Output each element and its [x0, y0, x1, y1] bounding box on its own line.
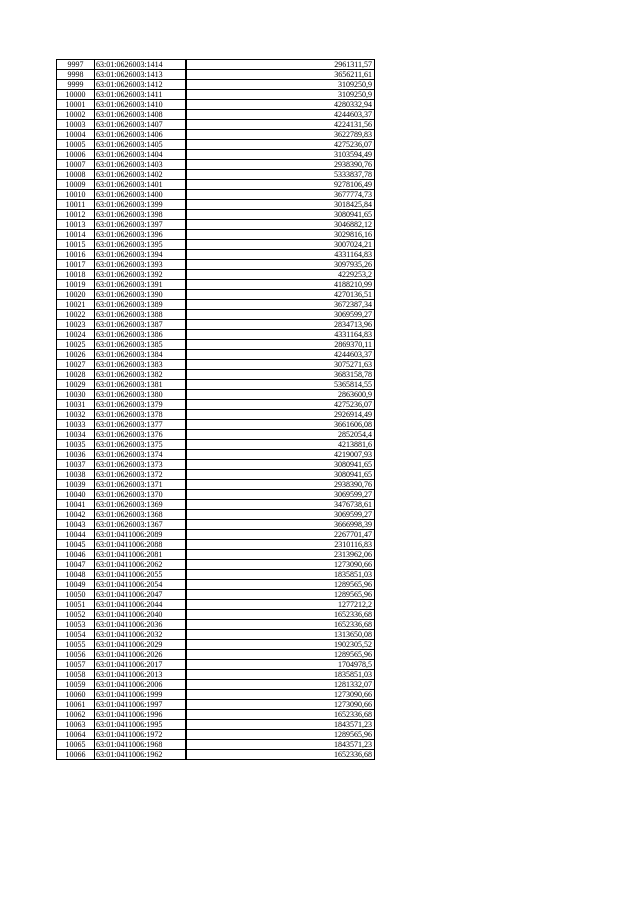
value-cell: 3007024,21 [186, 240, 375, 250]
row-number-cell: 9997 [57, 60, 95, 70]
row-number-cell: 10014 [57, 230, 95, 240]
table-row [57, 220, 375, 230]
value-cell: 3075271,63 [186, 360, 375, 370]
value-cell: 4229253,2 [186, 270, 375, 280]
value-cell: 4244603,37 [186, 110, 375, 120]
cadastral-number-cell: 63:01:0411006:2013 [95, 670, 186, 680]
value-cell: 4275236,07 [186, 400, 375, 410]
value-cell: 3080941,65 [186, 470, 375, 480]
cadastral-number-cell: 63:01:0411006:2026 [95, 650, 186, 660]
value-cell: 3683158,78 [186, 370, 375, 380]
cadastral-number-cell: 63:01:0626003:1370 [95, 490, 186, 500]
table-row [57, 200, 375, 210]
cadastral-number-cell: 63:01:0411006:2017 [95, 660, 186, 670]
table-row [57, 610, 375, 620]
cadastral-number-cell: 63:01:0411006:2088 [95, 540, 186, 550]
table-row [57, 750, 375, 760]
table-row [57, 490, 375, 500]
value-cell: 4280332,94 [186, 100, 375, 110]
cadastral-number-cell: 63:01:0626003:1396 [95, 230, 186, 240]
table-body [57, 60, 375, 760]
value-cell: 1902305,52 [186, 640, 375, 650]
cadastral-number-cell: 63:01:0626003:1408 [95, 110, 186, 120]
row-number-cell: 10043 [57, 520, 95, 530]
row-number-cell: 10066 [57, 750, 95, 760]
value-cell: 3661606,08 [186, 420, 375, 430]
row-number-cell: 10061 [57, 700, 95, 710]
table-row [57, 350, 375, 360]
row-number-cell: 10054 [57, 630, 95, 640]
table-row [57, 550, 375, 560]
value-cell: 3622789,83 [186, 130, 375, 140]
cadastral-number-cell: 63:01:0626003:1375 [95, 440, 186, 450]
table-row [57, 620, 375, 630]
cadastral-number-cell: 63:01:0411006:2036 [95, 620, 186, 630]
table-row [57, 520, 375, 530]
row-number-cell: 10028 [57, 370, 95, 380]
cadastral-number-cell: 63:01:0626003:1400 [95, 190, 186, 200]
row-number-cell: 10001 [57, 100, 95, 110]
table-row [57, 150, 375, 160]
row-number-cell: 10037 [57, 460, 95, 470]
table-row [57, 380, 375, 390]
cadastral-number-cell: 63:01:0411006:2055 [95, 570, 186, 580]
row-number-cell: 10049 [57, 580, 95, 590]
table-row [57, 340, 375, 350]
row-number-cell: 10019 [57, 280, 95, 290]
table-row [57, 660, 375, 670]
value-cell: 3109250,9 [186, 80, 375, 90]
row-number-cell: 10016 [57, 250, 95, 260]
cadastral-number-cell: 63:01:0626003:1398 [95, 210, 186, 220]
value-cell: 1277212,2 [186, 600, 375, 610]
value-cell: 3080941,65 [186, 460, 375, 470]
table-row [57, 600, 375, 610]
value-cell: 1289565,96 [186, 590, 375, 600]
row-number-cell: 10013 [57, 220, 95, 230]
table-row [57, 470, 375, 480]
table-row [57, 300, 375, 310]
cadastral-number-cell: 63:01:0411006:2032 [95, 630, 186, 640]
table-row [57, 590, 375, 600]
value-cell: 1273090,66 [186, 560, 375, 570]
cadastral-number-cell: 63:01:0411006:2089 [95, 530, 186, 540]
table-row [57, 720, 375, 730]
cadastral-number-cell: 63:01:0626003:1369 [95, 500, 186, 510]
cadastral-number-cell: 63:01:0626003:1388 [95, 310, 186, 320]
cadastral-number-cell: 63:01:0411006:2054 [95, 580, 186, 590]
value-cell: 1313650,08 [186, 630, 375, 640]
row-number-cell: 10038 [57, 470, 95, 480]
value-cell: 2961311,57 [186, 60, 375, 70]
cadastral-number-cell: 63:01:0411006:2081 [95, 550, 186, 560]
value-cell: 3656211,61 [186, 70, 375, 80]
value-cell: 1652336,68 [186, 620, 375, 630]
row-number-cell: 10040 [57, 490, 95, 500]
row-number-cell: 10063 [57, 720, 95, 730]
table-row [57, 190, 375, 200]
value-cell: 5333837,78 [186, 170, 375, 180]
value-cell: 2834713,96 [186, 320, 375, 330]
table-row [57, 580, 375, 590]
value-cell: 2852054,4 [186, 430, 375, 440]
cadastral-number-cell: 63:01:0411006:1972 [95, 730, 186, 740]
cadastral-number-cell: 63:01:0411006:2044 [95, 600, 186, 610]
value-cell: 1843571,23 [186, 720, 375, 730]
table-row [57, 430, 375, 440]
row-number-cell: 10062 [57, 710, 95, 720]
table-row [57, 80, 375, 90]
value-cell: 4188210,99 [186, 280, 375, 290]
table-row [57, 290, 375, 300]
row-number-cell: 10022 [57, 310, 95, 320]
table-row [57, 110, 375, 120]
cadastral-number-cell: 63:01:0626003:1414 [95, 60, 186, 70]
row-number-cell: 10007 [57, 160, 95, 170]
row-number-cell: 10003 [57, 120, 95, 130]
cadastral-number-cell: 63:01:0626003:1374 [95, 450, 186, 460]
cadastral-number-cell: 63:01:0626003:1391 [95, 280, 186, 290]
cadastral-number-cell: 63:01:0626003:1392 [95, 270, 186, 280]
cadastral-number-cell: 63:01:0626003:1381 [95, 380, 186, 390]
value-cell: 1289565,96 [186, 580, 375, 590]
row-number-cell: 10052 [57, 610, 95, 620]
cadastral-number-cell: 63:01:0626003:1407 [95, 120, 186, 130]
table-row [57, 450, 375, 460]
value-cell: 3018425,84 [186, 200, 375, 210]
value-cell: 1273090,66 [186, 700, 375, 710]
value-cell: 1652336,68 [186, 750, 375, 760]
value-cell: 1843571,23 [186, 740, 375, 750]
cadastral-number-cell: 63:01:0411006:1968 [95, 740, 186, 750]
value-cell: 3103594,49 [186, 150, 375, 160]
table-row [57, 530, 375, 540]
row-number-cell: 10042 [57, 510, 95, 520]
value-cell: 3069599,27 [186, 490, 375, 500]
row-number-cell: 10036 [57, 450, 95, 460]
row-number-cell: 10025 [57, 340, 95, 350]
cadastral-number-cell: 63:01:0626003:1405 [95, 140, 186, 150]
row-number-cell: 10064 [57, 730, 95, 740]
table-row [57, 280, 375, 290]
cadastral-number-cell: 63:01:0626003:1399 [95, 200, 186, 210]
row-number-cell: 10017 [57, 260, 95, 270]
value-cell: 1652336,68 [186, 710, 375, 720]
row-number-cell: 10046 [57, 550, 95, 560]
cadastral-number-cell: 63:01:0626003:1394 [95, 250, 186, 260]
row-number-cell: 10027 [57, 360, 95, 370]
table-row [57, 400, 375, 410]
row-number-cell: 10053 [57, 620, 95, 630]
value-cell: 1281332,07 [186, 680, 375, 690]
cadastral-number-cell: 63:01:0626003:1385 [95, 340, 186, 350]
table-row [57, 670, 375, 680]
row-number-cell: 10047 [57, 560, 95, 570]
value-cell: 1289565,96 [186, 650, 375, 660]
table-row [57, 700, 375, 710]
cadastral-number-cell: 63:01:0626003:1401 [95, 180, 186, 190]
table-row [57, 230, 375, 240]
table-row [57, 60, 375, 70]
value-cell: 2938390,76 [186, 480, 375, 490]
table-row [57, 120, 375, 130]
table-row [57, 460, 375, 470]
cadastral-number-cell: 63:01:0411006:1962 [95, 750, 186, 760]
value-cell: 3677774,73 [186, 190, 375, 200]
value-cell: 3097935,26 [186, 260, 375, 270]
row-number-cell: 10012 [57, 210, 95, 220]
table-row [57, 420, 375, 430]
row-number-cell: 10011 [57, 200, 95, 210]
value-cell: 3476738,61 [186, 500, 375, 510]
row-number-cell: 10000 [57, 90, 95, 100]
cadastral-number-cell: 63:01:0626003:1379 [95, 400, 186, 410]
cadastral-number-cell: 63:01:0626003:1387 [95, 320, 186, 330]
value-cell: 1835851,03 [186, 670, 375, 680]
cadastral-number-cell: 63:01:0411006:1995 [95, 720, 186, 730]
table-row [57, 680, 375, 690]
cadastral-number-cell: 63:01:0626003:1403 [95, 160, 186, 170]
row-number-cell: 10044 [57, 530, 95, 540]
row-number-cell: 10035 [57, 440, 95, 450]
cadastral-number-cell: 63:01:0626003:1395 [95, 240, 186, 250]
cadastral-number-cell: 63:01:0626003:1393 [95, 260, 186, 270]
table-row [57, 410, 375, 420]
table-row [57, 130, 375, 140]
value-cell: 3029816,16 [186, 230, 375, 240]
cadastral-number-cell: 63:01:0411006:1996 [95, 710, 186, 720]
value-cell: 4219007,93 [186, 450, 375, 460]
cadastral-number-cell: 63:01:0626003:1402 [95, 170, 186, 180]
value-cell: 2313962,06 [186, 550, 375, 560]
value-cell: 4244603,37 [186, 350, 375, 360]
row-number-cell: 10024 [57, 330, 95, 340]
cadastral-number-cell: 63:01:0411006:2006 [95, 680, 186, 690]
value-cell: 2926914,49 [186, 410, 375, 420]
cadastral-number-cell: 63:01:0626003:1410 [95, 100, 186, 110]
row-number-cell: 10058 [57, 670, 95, 680]
value-cell: 4275236,07 [186, 140, 375, 150]
cadastral-number-cell: 63:01:0626003:1383 [95, 360, 186, 370]
row-number-cell: 10032 [57, 410, 95, 420]
row-number-cell: 10006 [57, 150, 95, 160]
cadastral-number-cell: 63:01:0626003:1368 [95, 510, 186, 520]
value-cell: 2267701,47 [186, 530, 375, 540]
table-row [57, 360, 375, 370]
row-number-cell: 10048 [57, 570, 95, 580]
table-row [57, 310, 375, 320]
row-number-cell: 10020 [57, 290, 95, 300]
row-number-cell: 10033 [57, 420, 95, 430]
table-row [57, 540, 375, 550]
row-number-cell: 10004 [57, 130, 95, 140]
row-number-cell: 10050 [57, 590, 95, 600]
table-row [57, 260, 375, 270]
row-number-cell: 10065 [57, 740, 95, 750]
table-row [57, 630, 375, 640]
value-cell: 4213881,6 [186, 440, 375, 450]
value-cell: 1289565,96 [186, 730, 375, 740]
table-row [57, 560, 375, 570]
table-row [57, 170, 375, 180]
table-row [57, 740, 375, 750]
table-row [57, 180, 375, 190]
row-number-cell: 10031 [57, 400, 95, 410]
table-row [57, 390, 375, 400]
cadastral-number-cell: 63:01:0411006:1999 [95, 690, 186, 700]
cadastral-number-cell: 63:01:0626003:1377 [95, 420, 186, 430]
value-cell: 3672387,34 [186, 300, 375, 310]
cadastral-number-cell: 63:01:0626003:1378 [95, 410, 186, 420]
value-cell: 4224131,56 [186, 120, 375, 130]
cadastral-number-cell: 63:01:0626003:1413 [95, 70, 186, 80]
table-row [57, 650, 375, 660]
value-cell: 1835851,03 [186, 570, 375, 580]
cadastral-value-table [56, 59, 375, 760]
value-cell: 9278106,49 [186, 180, 375, 190]
value-cell: 2310116,83 [186, 540, 375, 550]
table-row [57, 730, 375, 740]
row-number-cell: 10055 [57, 640, 95, 650]
table-row [57, 510, 375, 520]
value-cell: 2869370,11 [186, 340, 375, 350]
cadastral-number-cell: 63:01:0626003:1384 [95, 350, 186, 360]
cadastral-number-cell: 63:01:0626003:1380 [95, 390, 186, 400]
value-cell: 1273090,66 [186, 690, 375, 700]
row-number-cell: 10051 [57, 600, 95, 610]
table-row [57, 250, 375, 260]
row-number-cell: 10030 [57, 390, 95, 400]
table-row [57, 640, 375, 650]
value-cell: 4331164,83 [186, 250, 375, 260]
value-cell: 3046882,12 [186, 220, 375, 230]
row-number-cell: 10045 [57, 540, 95, 550]
cadastral-number-cell: 63:01:0411006:2040 [95, 610, 186, 620]
row-number-cell: 10018 [57, 270, 95, 280]
table-row [57, 210, 375, 220]
value-cell: 4331164,83 [186, 330, 375, 340]
cadastral-number-cell: 63:01:0626003:1382 [95, 370, 186, 380]
cadastral-number-cell: 63:01:0626003:1406 [95, 130, 186, 140]
cadastral-number-cell: 63:01:0626003:1371 [95, 480, 186, 490]
row-number-cell: 10034 [57, 430, 95, 440]
table-row [57, 570, 375, 580]
row-number-cell: 10002 [57, 110, 95, 120]
row-number-cell: 10008 [57, 170, 95, 180]
cadastral-number-cell: 63:01:0626003:1386 [95, 330, 186, 340]
table-row [57, 330, 375, 340]
cadastral-number-cell: 63:01:0411006:2062 [95, 560, 186, 570]
row-number-cell: 10059 [57, 680, 95, 690]
value-cell: 3666998,39 [186, 520, 375, 530]
cadastral-number-cell: 63:01:0626003:1367 [95, 520, 186, 530]
table-row [57, 240, 375, 250]
row-number-cell: 10021 [57, 300, 95, 310]
cadastral-number-cell: 63:01:0626003:1372 [95, 470, 186, 480]
cadastral-number-cell: 63:01:0626003:1389 [95, 300, 186, 310]
value-cell: 3069599,27 [186, 310, 375, 320]
table-row [57, 270, 375, 280]
cadastral-number-cell: 63:01:0626003:1390 [95, 290, 186, 300]
value-cell: 1704978,5 [186, 660, 375, 670]
row-number-cell: 10009 [57, 180, 95, 190]
table-row [57, 100, 375, 110]
value-cell: 3080941,65 [186, 210, 375, 220]
row-number-cell: 10056 [57, 650, 95, 660]
cadastral-number-cell: 63:01:0626003:1404 [95, 150, 186, 160]
cadastral-number-cell: 63:01:0626003:1411 [95, 90, 186, 100]
cadastral-number-cell: 63:01:0626003:1373 [95, 460, 186, 470]
value-cell: 1652336,68 [186, 610, 375, 620]
row-number-cell: 9999 [57, 80, 95, 90]
row-number-cell: 10060 [57, 690, 95, 700]
value-cell: 2938390,76 [186, 160, 375, 170]
cadastral-number-cell: 63:01:0411006:2047 [95, 590, 186, 600]
row-number-cell: 10039 [57, 480, 95, 490]
row-number-cell: 10023 [57, 320, 95, 330]
table-row [57, 140, 375, 150]
cadastral-number-cell: 63:01:0626003:1397 [95, 220, 186, 230]
table-row [57, 320, 375, 330]
row-number-cell: 10057 [57, 660, 95, 670]
row-number-cell: 10015 [57, 240, 95, 250]
cadastral-number-cell: 63:01:0626003:1412 [95, 80, 186, 90]
row-number-cell: 10029 [57, 380, 95, 390]
row-number-cell: 9998 [57, 70, 95, 80]
table-row [57, 90, 375, 100]
table-row [57, 70, 375, 80]
table-row [57, 370, 375, 380]
table-row [57, 440, 375, 450]
table-row [57, 160, 375, 170]
row-number-cell: 10041 [57, 500, 95, 510]
cadastral-number-cell: 63:01:0626003:1376 [95, 430, 186, 440]
cadastral-number-cell: 63:01:0411006:2029 [95, 640, 186, 650]
row-number-cell: 10026 [57, 350, 95, 360]
cadastral-number-cell: 63:01:0411006:1997 [95, 700, 186, 710]
table-row [57, 500, 375, 510]
value-cell: 5365814,55 [186, 380, 375, 390]
value-cell: 2863600,9 [186, 390, 375, 400]
value-cell: 3069599,27 [186, 510, 375, 520]
table-row [57, 690, 375, 700]
row-number-cell: 10005 [57, 140, 95, 150]
row-number-cell: 10010 [57, 190, 95, 200]
table-row [57, 480, 375, 490]
value-cell: 3109250,9 [186, 90, 375, 100]
value-cell: 4270136,51 [186, 290, 375, 300]
table-row [57, 710, 375, 720]
